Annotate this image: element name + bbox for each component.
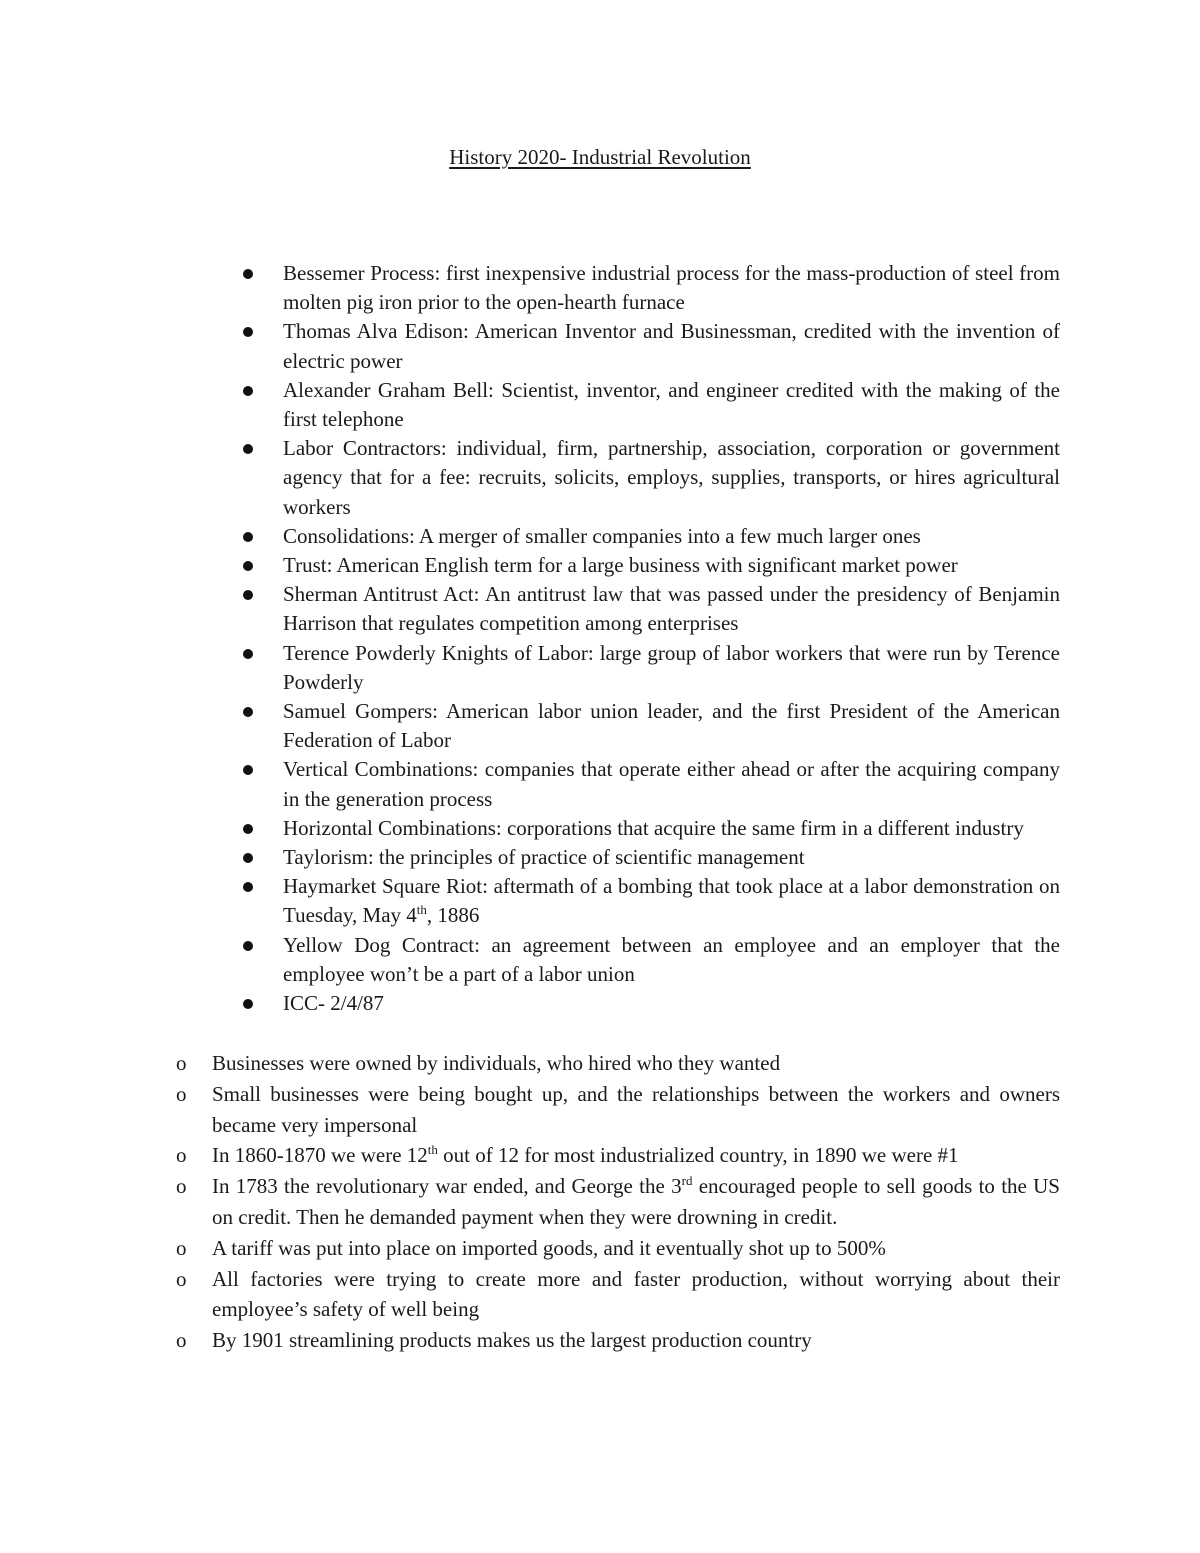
list-item (170, 1171, 1060, 1233)
circle-bullet-icon: o (176, 1051, 187, 1075)
circle-bullet-icon: o (176, 1328, 187, 1353)
list-item (243, 697, 1060, 755)
list-item-text: Small businesses were being bought up, and the relationships between the workers and owners became very impersonal (212, 1081, 1060, 1137)
ordinal-suffix: th (427, 1142, 438, 1158)
list-item (170, 1140, 1060, 1171)
list-item-text: ICC- 2/4/87 (283, 991, 384, 1016)
list-item (243, 989, 1060, 1018)
circle-bullet-icon: o (176, 1266, 187, 1291)
list-item (170, 1233, 1060, 1264)
list-item-text: Consolidations: A merger of smaller companies into a few much larger ones (283, 523, 921, 548)
list-item-text: Haymarket Square Riot: aftermath of a bombing that took place at a labor demonstration on Tuesday, May 4 (283, 874, 1060, 928)
ordinal-suffix: th (416, 902, 427, 918)
list-item-text: Yellow Dog Contract: an agreement between an employee and an employer that the employee won’t be a part of a labor union (283, 932, 1060, 986)
list-item-text: Vertical Combinations: companies that operate either ahead or after the acquiring company in the generation process (283, 757, 1060, 811)
bullet-icon (243, 649, 253, 659)
bullet-icon (243, 269, 253, 279)
list-item-text: By 1901 streamlining products makes us the largest production country (212, 1328, 812, 1353)
bullet-icon (243, 590, 253, 600)
list-item-text: , 1886 (426, 903, 480, 928)
list-item (170, 1079, 1060, 1141)
list-item-text: Samuel Gompers: American labor union leader, and the first President of the American Federation of Labor (283, 699, 1060, 753)
bullet-icon (243, 824, 253, 834)
list-item (170, 1048, 1060, 1079)
circle-bullet-icon: o (176, 1143, 187, 1168)
list-item-text: encouraged people to sell goods to the US on credit. Then he demanded payment when they were drowning in credit. (212, 1174, 1060, 1229)
list-item-text: Businesses were owned by individuals, who hired who they wanted (212, 1051, 781, 1075)
list-item (170, 1264, 1060, 1326)
list-item (243, 931, 1060, 989)
bullet-icon (243, 999, 253, 1009)
list-item (243, 376, 1060, 434)
list-item-text: Taylorism: the principles of practice of scientific management (283, 845, 805, 870)
bullet-icon (243, 853, 253, 863)
list-item-text: Alexander Graham Bell: Scientist, inventor, and engineer credited with the making of the first telephone (283, 377, 1060, 432)
list-item (243, 317, 1060, 375)
bullet-icon (243, 882, 253, 892)
bullet-icon (243, 707, 253, 717)
list-item (170, 1325, 1060, 1356)
circle-list (170, 1048, 1060, 1356)
bullet-icon (243, 532, 253, 542)
bullet-icon (243, 386, 253, 396)
list-item (243, 580, 1060, 638)
bullet-icon (243, 327, 253, 337)
bullet-icon (243, 561, 253, 571)
list-item (243, 551, 1060, 580)
list-item-text: A tariff was put into place on imported goods, and it eventually shot up to 500% (212, 1235, 886, 1260)
list-item (243, 522, 1060, 551)
list-item (243, 434, 1060, 522)
list-item (243, 814, 1060, 843)
list-item-text: out of 12 for most industrialized country, in 1890 we were #1 (437, 1143, 959, 1168)
list-item (243, 843, 1060, 872)
list-item (243, 259, 1060, 317)
circle-bullet-icon: o (176, 1235, 187, 1260)
list-item-text: Terence Powderly Knights of Labor: large group of labor workers that were run by Terence Powderly (283, 640, 1060, 694)
list-item-text: Thomas Alva Edison: American Inventor and Businessman, credited with the invention of electric power (283, 319, 1060, 373)
bullet-icon (243, 765, 253, 775)
circle-bullet-icon: o (176, 1174, 187, 1199)
list-item-text: Sherman Antitrust Act: An antitrust law that was passed under the presidency of Benjamin Harrison that regulates competition among enterprises (283, 582, 1060, 636)
list-item (243, 755, 1060, 813)
list-item-text: Bessemer Process: first inexpensive industrial process for the mass-production of steel from molten pig iron prior to the open-hearth furnace (283, 261, 1060, 315)
bullet-icon (243, 941, 253, 951)
bullet-list (243, 259, 1060, 1018)
list-item-text: In 1860-1870 we were 12 (212, 1143, 428, 1168)
ordinal-suffix: rd (681, 1173, 693, 1189)
list-item-text: Labor Contractors: individual, firm, partnership, association, corporation or government agency that for a fee: recruits, solicits, employs, supplies, transports, or hires agricultural workers (283, 436, 1060, 519)
list-item-text: All factories were trying to create more and faster production, without worrying about their employee’s safety of well being (212, 1266, 1060, 1322)
list-item-text: Horizontal Combinations: corporations that acquire the same firm in a different industry (283, 815, 1024, 840)
list-item-text: Trust: American English term for a large business with significant market power (283, 553, 958, 578)
circle-bullet-icon: o (176, 1081, 187, 1106)
bullet-icon (243, 444, 253, 454)
list-item-text: In 1783 the revolutionary war ended, and George the 3 (212, 1174, 682, 1199)
list-item (243, 872, 1060, 930)
list-item (243, 639, 1060, 697)
page-title: History 2020- Industrial Revolution (449, 145, 751, 169)
